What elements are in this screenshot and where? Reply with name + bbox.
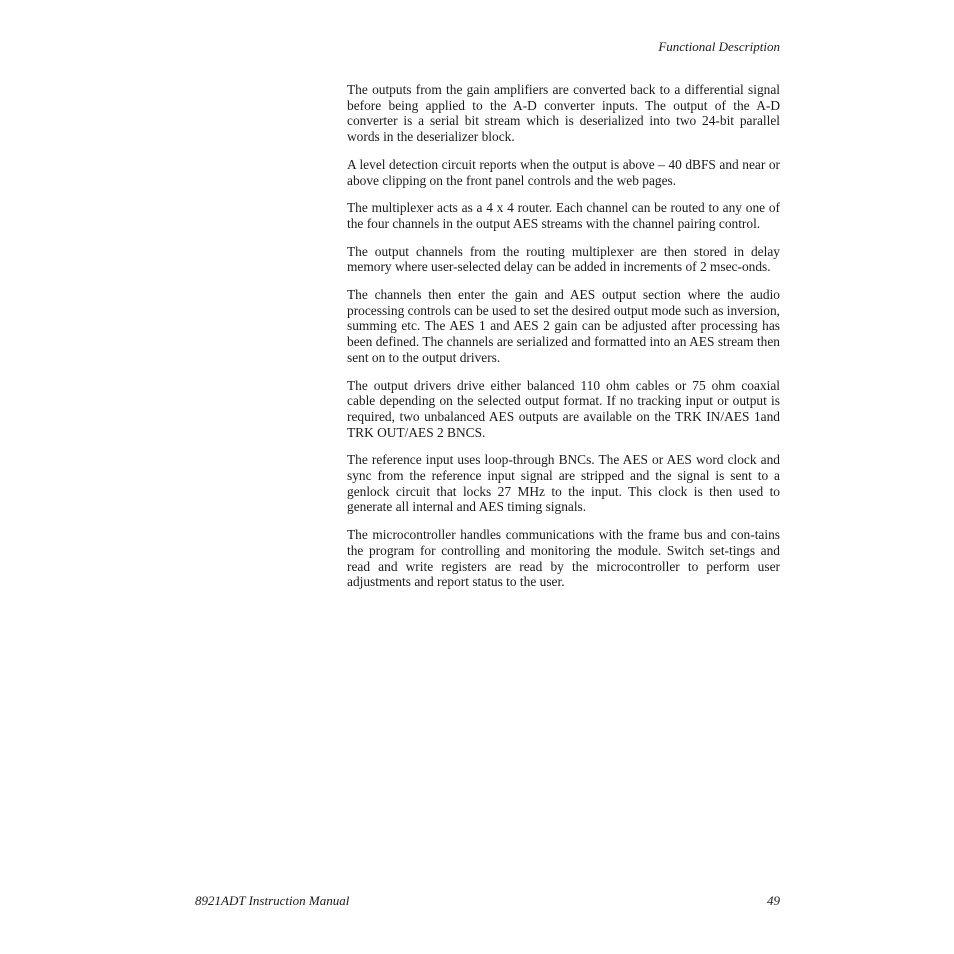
footer-page-number: 49 [767, 893, 780, 908]
paragraph-reference-input: The reference input uses loop-through BNCs. The AES or AES word clock and sync from the reference input signal are stripped and the signal is sent to a genlock circuit that locks 27 MHz to the input. This clock is then used to generate all internal and AES timing signals. [347, 452, 780, 515]
paragraph-delay-memory: The output channels from the routing multiplexer are then stored in delay memory where user-selected delay can be added in increments of 2 msec-onds. [347, 243, 780, 275]
footer-manual-title: 8921ADT Instruction Manual [195, 893, 350, 908]
paragraph-microcontroller: The microcontroller handles communications with the frame bus and con-tains the program for controlling and monitoring the module. Switch set-tings and read and write registers are read by the microcontroller to perform user adjustments and report status to the user. [347, 527, 780, 590]
paragraph-output-drivers: The output drivers drive either balanced 110 ohm cables or 75 ohm coaxial cable depending on the selected output format. If no tracking input or output is required, two unbalanced AES outputs are available on the TRK IN/AES 1and TRK OUT/AES 2 BNCS. [347, 377, 780, 440]
running-header: Functional Description [658, 39, 780, 54]
paragraph-gain-amplifiers: The outputs from the gain amplifiers are converted back to a differential signal before being applied to the A-D converter inputs. The output of the A-D converter is a serial bit stream which is deserialized into two 24-bit parallel words in the deserializer block. [347, 82, 780, 145]
paragraph-gain-aes-output: The channels then enter the gain and AES output section where the audio processing controls can be used to set the desired output mode such as inversion, summing etc. The AES 1 and AES 2 gain can be adjusted after processing has been defined. The channels are serialized and formatted into an AES stream then sent on to the output drivers. [347, 287, 780, 365]
paragraph-level-detection: A level detection circuit reports when the output is above – 40 dBFS and near or above clipping on the front panel controls and the web pages. [347, 156, 780, 188]
body-text [347, 82, 780, 602]
paragraph-multiplexer: The multiplexer acts as a 4 x 4 router. Each channel can be routed to any one of the four channels in the output AES streams with the channel pairing control. [347, 200, 780, 231]
